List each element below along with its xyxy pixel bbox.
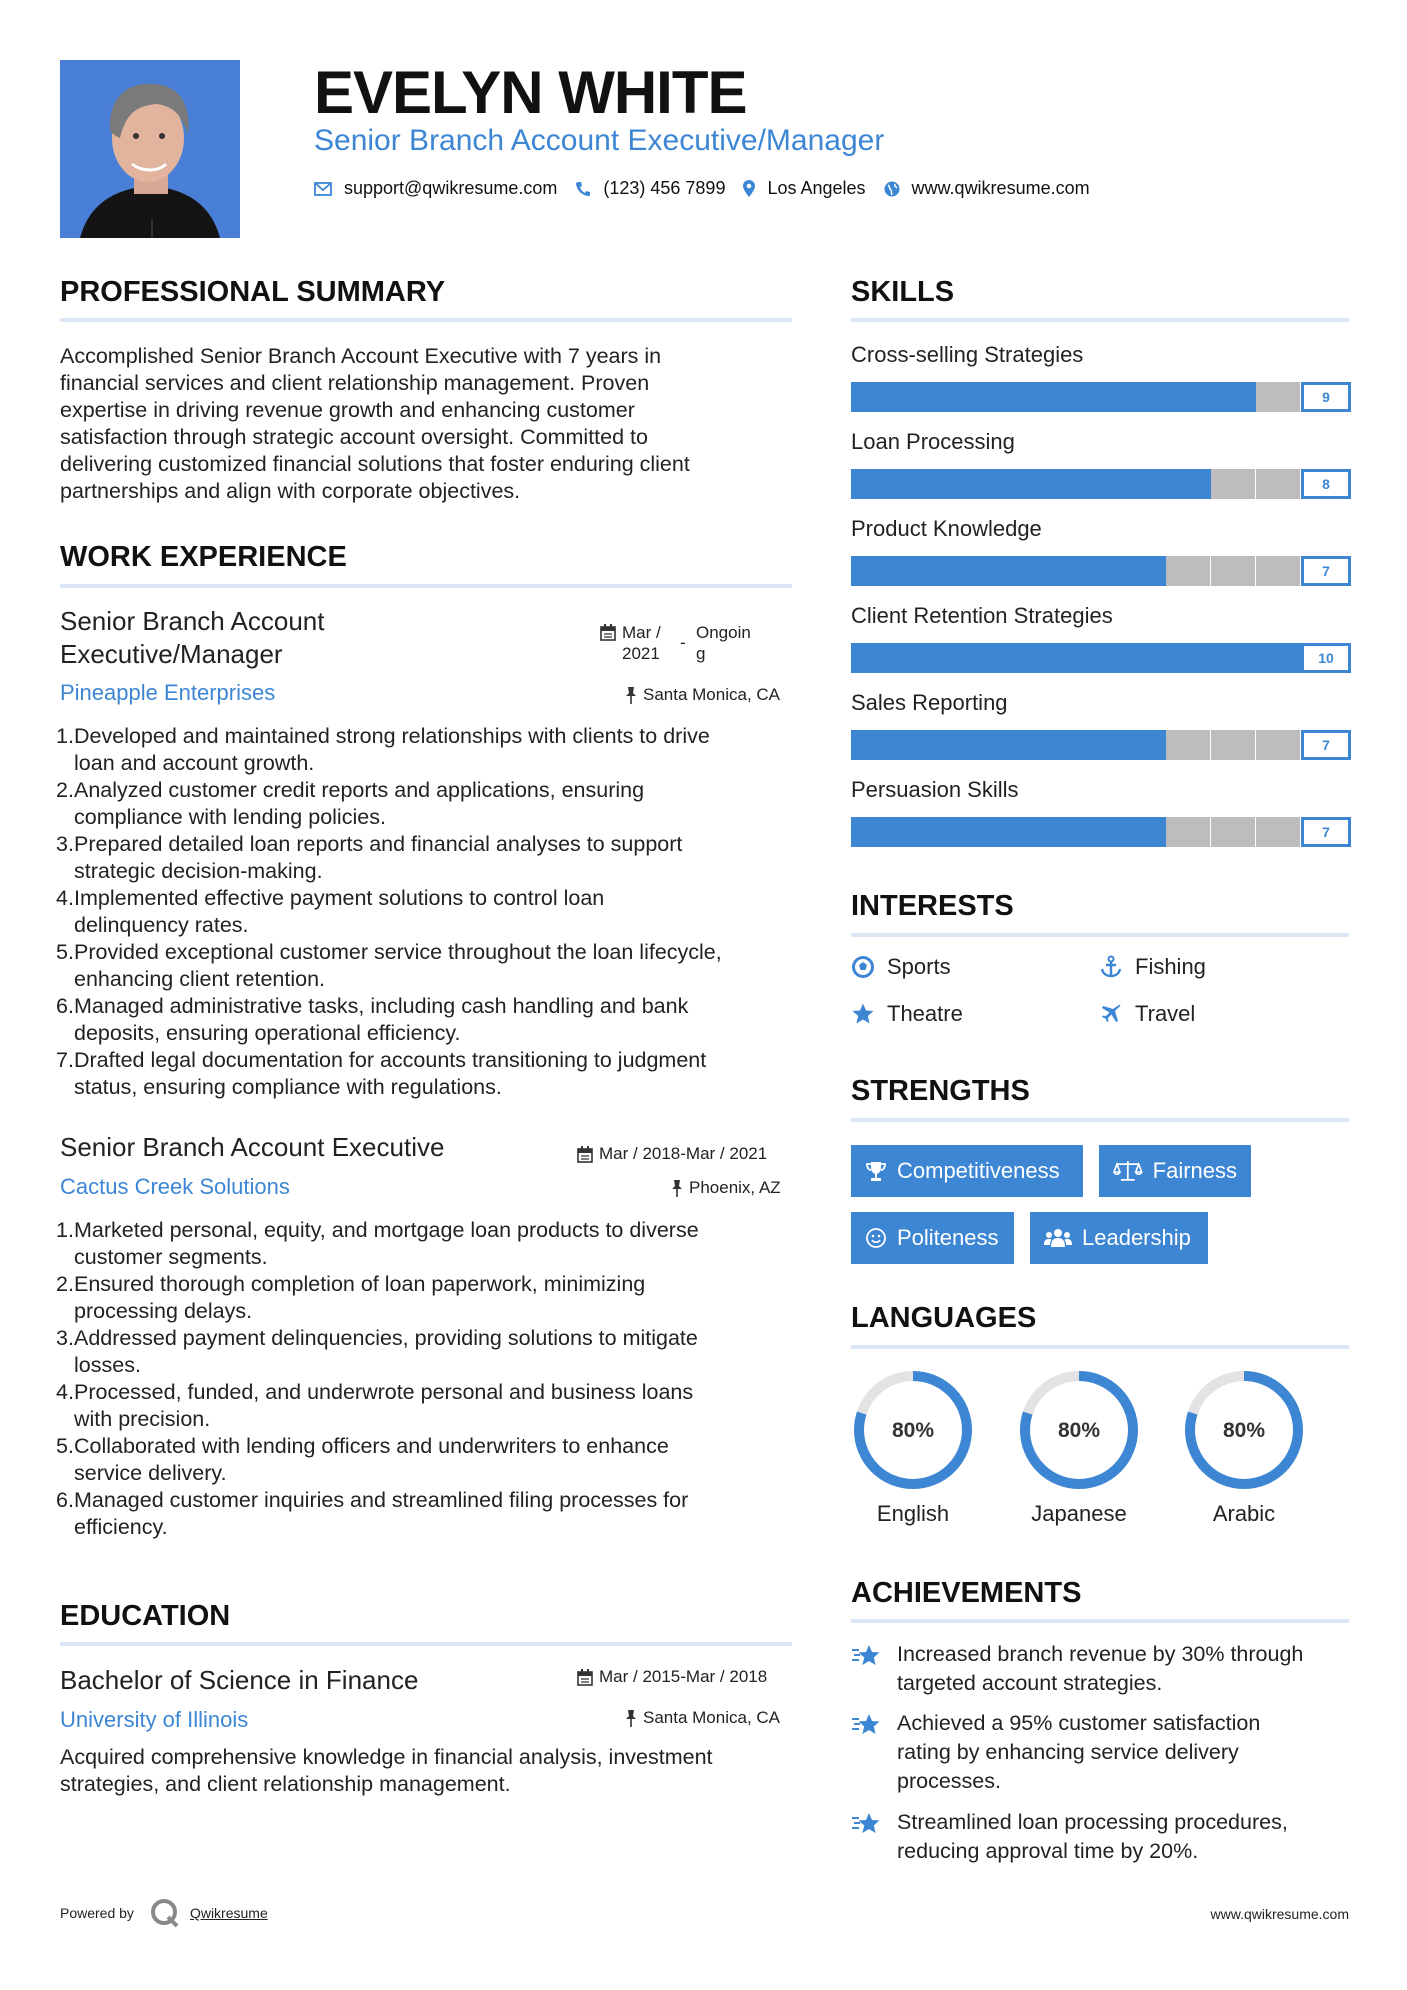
contact-bar bbox=[314, 178, 1108, 199]
summary-line: satisfaction through strategic account oversight. Committed to bbox=[60, 425, 648, 449]
summary-heading: PROFESSIONAL SUMMARY bbox=[60, 276, 446, 308]
bullet-line: status, ensuring compliance with regulations. bbox=[74, 1075, 502, 1099]
job-company: Pineapple Enterprises bbox=[60, 680, 276, 705]
skill-bar-segment bbox=[851, 382, 897, 412]
skill-bar-segment bbox=[1211, 817, 1255, 847]
skill-bar-segment bbox=[986, 817, 1032, 847]
skill-bar-segment bbox=[851, 469, 897, 499]
skill-bar-segment bbox=[986, 382, 1032, 412]
list-item: 5. Collaborated with lending officers and underwriters to enhance service delivery. bbox=[56, 1434, 669, 1485]
language-ring bbox=[1182, 1368, 1306, 1492]
skill-bar-segment bbox=[1166, 382, 1212, 412]
interest-fishing bbox=[1099, 954, 1206, 980]
users-icon bbox=[1044, 1227, 1072, 1249]
education-heading: EDUCATION bbox=[60, 1600, 231, 1632]
trophy-icon bbox=[865, 1160, 887, 1182]
calendar-icon bbox=[600, 624, 616, 641]
skill-bar-segment bbox=[1121, 382, 1167, 412]
phone-text: (123) 456 7899 bbox=[603, 178, 726, 198]
skill-name: Client Retention Strategies bbox=[851, 603, 1113, 628]
date-start-line: 2021 bbox=[622, 644, 660, 663]
language-name: Arabic bbox=[1212, 1501, 1276, 1526]
skill-bar-segment bbox=[1166, 730, 1210, 760]
education-line: strategies, and client relationship management. bbox=[60, 1772, 511, 1796]
skill-bar-segment bbox=[896, 469, 942, 499]
skills-heading: SKILLS bbox=[851, 276, 955, 308]
skill-bar-segment bbox=[941, 469, 987, 499]
brand-link[interactable]: Qwikresume bbox=[189, 1905, 268, 1921]
job-date bbox=[600, 622, 751, 664]
skill-name: Persuasion Skills bbox=[851, 777, 1019, 802]
list-item: 1. Developed and maintained strong relationships with clients to drive loan and account growth. bbox=[56, 724, 710, 775]
summary-line: expertise in driving revenue growth and enhancing customer bbox=[60, 398, 635, 422]
skill-bar-segment bbox=[1121, 556, 1167, 586]
date-end-line: g bbox=[696, 644, 706, 663]
bullet-line: Ensured thorough completion of loan paperwork, minimizing bbox=[74, 1272, 646, 1296]
achievement-line: reducing approval time by 20%. bbox=[897, 1839, 1199, 1863]
skill-bar-segment bbox=[1031, 643, 1077, 673]
school-name: University of Illinois bbox=[60, 1707, 249, 1732]
job-role: Senior Branch Account Executive bbox=[60, 1132, 445, 1162]
achievement-line: targeted account strategies. bbox=[897, 1671, 1163, 1695]
skill-bar-segment bbox=[1121, 469, 1167, 499]
candidate-name: EVELYN WHITE bbox=[314, 59, 747, 126]
skill-bar-segment bbox=[1166, 817, 1210, 847]
skill-level-badge: 9 bbox=[1301, 382, 1351, 412]
job-date-end bbox=[696, 622, 751, 664]
achievements-heading: ACHIEVEMENTS bbox=[851, 1577, 1082, 1609]
job-location-text: Santa Monica, CA bbox=[643, 685, 781, 704]
skill-bar-segment bbox=[986, 643, 1032, 673]
bullet-line: Managed administrative tasks, including cash handling and bank bbox=[74, 994, 689, 1018]
skill-bar-segment bbox=[896, 730, 942, 760]
bullet-line: deposits, ensuring operational efficiency. bbox=[74, 1021, 461, 1045]
job-role bbox=[60, 605, 325, 671]
language-ring-graphic bbox=[851, 1368, 975, 1492]
skill-bar-segment bbox=[1256, 643, 1302, 673]
job-role-line: Executive/Manager bbox=[60, 639, 283, 669]
bullet-line: strategic decision-making. bbox=[74, 859, 323, 883]
achievement-item bbox=[851, 1709, 1260, 1796]
map-marker-icon bbox=[743, 180, 755, 197]
language-ring bbox=[851, 1368, 975, 1492]
date-start-line: Mar / bbox=[622, 623, 661, 642]
interest-sports bbox=[851, 954, 951, 980]
strength-label: Fairness bbox=[1152, 1158, 1237, 1183]
list-item: 5. Provided exceptional customer service throughout the loan lifecycle, enhancing client retention. bbox=[56, 940, 722, 991]
bullet-line: Collaborated with lending officers and underwriters to enhance bbox=[74, 1434, 669, 1458]
achievement-line: Increased branch revenue by 30% through bbox=[897, 1642, 1304, 1666]
bullet-line: with precision. bbox=[74, 1407, 211, 1431]
interest-label: Theatre bbox=[887, 1001, 963, 1026]
skill-bar-segment bbox=[1076, 382, 1122, 412]
bullet-line: loan and account growth. bbox=[74, 751, 315, 775]
achievement-line: Achieved a 95% customer satisfaction bbox=[897, 1711, 1261, 1735]
soccer-ball-icon bbox=[851, 955, 875, 979]
education-location bbox=[625, 1708, 780, 1728]
skill-bar-segment bbox=[1076, 469, 1122, 499]
job-location bbox=[625, 685, 780, 705]
bullet-line: Implemented effective payment solutions to control loan bbox=[74, 886, 605, 910]
skill-level-badge: 7 bbox=[1301, 556, 1351, 586]
skill-bar-segment bbox=[1211, 382, 1257, 412]
strengths-divider bbox=[851, 1118, 1349, 1122]
star-badge-icon bbox=[851, 1810, 885, 1838]
bullet-line: efficiency. bbox=[74, 1515, 168, 1539]
skill-bar-segment bbox=[1121, 643, 1167, 673]
languages-heading: LANGUAGES bbox=[851, 1302, 1037, 1334]
qwikresume-logo-icon bbox=[150, 1898, 180, 1928]
date-end-line: Ongoin bbox=[696, 623, 751, 642]
skill-bar-segment bbox=[1256, 469, 1300, 499]
language-percent: 80% bbox=[1057, 1419, 1101, 1442]
achievement-line: rating by enhancing service delivery bbox=[897, 1740, 1239, 1764]
strength-politeness bbox=[851, 1212, 1014, 1264]
skill-bar-segment bbox=[1121, 817, 1167, 847]
interest-label: Fishing bbox=[1135, 954, 1206, 979]
skill-bar-segment bbox=[851, 817, 897, 847]
skill-bar-segment bbox=[851, 730, 897, 760]
calendar-icon bbox=[577, 1669, 593, 1686]
smile-icon bbox=[865, 1227, 887, 1249]
bullet-line: service delivery. bbox=[74, 1461, 227, 1485]
skill-bar-segment bbox=[1256, 730, 1300, 760]
pin-icon bbox=[625, 687, 637, 704]
skill-bar-segment bbox=[851, 643, 897, 673]
contact-phone[interactable] bbox=[575, 178, 725, 199]
date-separator: - bbox=[680, 633, 686, 652]
job-location-text: Phoenix, AZ bbox=[689, 1178, 781, 1197]
email-text: support@qwikresume.com bbox=[344, 178, 558, 198]
skill-bar-segment bbox=[896, 556, 942, 586]
job-date-start bbox=[622, 622, 680, 664]
summary-line: financial services and client relationship management. Proven bbox=[60, 371, 650, 395]
list-item: 4. Implemented effective payment solutions to control loan delinquency rates. bbox=[56, 886, 605, 937]
bullet-line: compliance with lending policies. bbox=[74, 805, 386, 829]
summary-line: delivering customized financial solutions that foster enduring client bbox=[60, 452, 690, 476]
powered-by-text: Powered by bbox=[60, 1905, 134, 1921]
skill-bar-segment bbox=[986, 469, 1032, 499]
strength-label: Leadership bbox=[1082, 1225, 1191, 1250]
skill-bar-segment bbox=[1031, 382, 1077, 412]
star-badge-icon bbox=[851, 1711, 885, 1739]
list-item: 6. Managed administrative tasks, including cash handling and bank deposits, ensuring operational efficiency. bbox=[56, 994, 689, 1045]
strength-label: Competitiveness bbox=[897, 1158, 1060, 1183]
contact-website[interactable] bbox=[884, 178, 1090, 199]
bullet-line: Prepared detailed loan reports and financial analyses to support bbox=[74, 832, 683, 856]
contact-location bbox=[743, 178, 865, 199]
skill-name: Sales Reporting bbox=[851, 690, 1008, 715]
skill-bar-segment bbox=[851, 556, 897, 586]
language-percent: 80% bbox=[1222, 1419, 1266, 1442]
job-date bbox=[577, 1144, 767, 1164]
bullet-line: enhancing client retention. bbox=[74, 967, 326, 991]
plane-icon bbox=[1099, 1002, 1123, 1026]
bullet-line: Processed, funded, and underwrote personal and business loans bbox=[74, 1380, 694, 1404]
envelope-icon bbox=[314, 182, 332, 196]
education-location-text: Santa Monica, CA bbox=[643, 1708, 781, 1727]
star-badge-icon bbox=[851, 1642, 885, 1670]
skill-bar-segment bbox=[941, 817, 987, 847]
job-bullets bbox=[56, 723, 796, 1101]
language-ring-graphic bbox=[1017, 1368, 1141, 1492]
language-name: Japanese bbox=[1031, 1501, 1127, 1526]
bullet-line: customer segments. bbox=[74, 1245, 268, 1269]
education-date-text: Mar / 2015-Mar / 2018 bbox=[599, 1667, 768, 1686]
interests-heading: INTERESTS bbox=[851, 890, 1014, 922]
interest-travel bbox=[1099, 1001, 1195, 1027]
skill-bar-segment bbox=[1256, 556, 1300, 586]
language-ring bbox=[1017, 1368, 1141, 1492]
skill-bar-segment bbox=[1166, 643, 1212, 673]
job-bullets bbox=[56, 1217, 796, 1541]
skill-level-badge: 8 bbox=[1301, 469, 1351, 499]
skill-bar-segment bbox=[1211, 643, 1257, 673]
skill-level-badge: 10 bbox=[1301, 643, 1351, 673]
list-item: 3. Prepared detailed loan reports and financial analyses to support strategic decision-making. bbox=[56, 832, 683, 883]
job-date-text: Mar / 2018-Mar / 2021 bbox=[599, 1144, 768, 1163]
skill-name: Product Knowledge bbox=[851, 516, 1042, 541]
skill-bar-segment bbox=[1076, 643, 1122, 673]
skill-level-badge: 7 bbox=[1301, 730, 1351, 760]
bullet-line: processing delays. bbox=[74, 1299, 253, 1323]
bullet-line: Provided exceptional customer service throughout the loan lifecycle, bbox=[74, 940, 722, 964]
work-divider bbox=[60, 584, 792, 588]
website-text: www.qwikresume.com bbox=[911, 178, 1090, 198]
achievement-item bbox=[851, 1808, 1288, 1866]
skill-bar-segment bbox=[1076, 556, 1122, 586]
skill-bar-segment bbox=[896, 817, 942, 847]
achievement-line: processes. bbox=[897, 1769, 1001, 1793]
phone-icon bbox=[575, 181, 591, 197]
list-item: 6. Managed customer inquiries and streamlined filing processes for efficiency. bbox=[56, 1488, 689, 1539]
skill-bar-segment bbox=[896, 643, 942, 673]
calendar-icon bbox=[577, 1146, 593, 1163]
candidate-title: Senior Branch Account Executive/Manager bbox=[314, 124, 885, 157]
skill-bar bbox=[851, 556, 1351, 586]
pin-icon bbox=[671, 1180, 683, 1197]
interests-divider bbox=[851, 933, 1349, 937]
language-percent: 80% bbox=[891, 1419, 935, 1442]
strength-competitiveness bbox=[851, 1145, 1083, 1197]
bullet-line: losses. bbox=[74, 1353, 141, 1377]
job-role-line: Senior Branch Account bbox=[60, 606, 325, 636]
list-item: 3. Addressed payment delinquencies, providing solutions to mitigate losses. bbox=[56, 1326, 698, 1377]
bullet-line: Addressed payment delinquencies, providing solutions to mitigate bbox=[74, 1326, 698, 1350]
skill-bar-segment bbox=[1031, 817, 1077, 847]
work-heading: WORK EXPERIENCE bbox=[60, 541, 347, 573]
bullet-line: Marketed personal, equity, and mortgage loan products to diverse bbox=[74, 1218, 699, 1242]
skill-bar-segment bbox=[1076, 817, 1122, 847]
bullet-line: Developed and maintained strong relationships with clients to drive bbox=[74, 724, 710, 748]
job-company: Cactus Creek Solutions bbox=[60, 1174, 290, 1199]
star-icon bbox=[851, 1002, 875, 1026]
skill-bar bbox=[851, 817, 1351, 847]
languages-divider bbox=[851, 1345, 1349, 1349]
skill-bar-segment bbox=[1031, 469, 1077, 499]
skills-divider bbox=[851, 318, 1349, 322]
strength-leadership bbox=[1030, 1212, 1208, 1264]
list-item: 7. Drafted legal documentation for accounts transitioning to judgment status, ensuring compliance with regulations. bbox=[56, 1048, 707, 1099]
education-divider bbox=[60, 1642, 792, 1646]
scale-icon bbox=[1113, 1160, 1143, 1182]
interest-theatre bbox=[851, 1001, 963, 1027]
skill-bar-segment bbox=[896, 382, 942, 412]
skill-bar-segment bbox=[1166, 556, 1210, 586]
skill-name: Cross-selling Strategies bbox=[851, 342, 1084, 367]
contact-email[interactable] bbox=[314, 178, 557, 199]
language-name: English bbox=[876, 1501, 950, 1526]
bullet-line: Analyzed customer credit reports and applications, ensuring bbox=[74, 778, 645, 802]
skill-bar-segment bbox=[986, 556, 1032, 586]
skill-bar-segment bbox=[1211, 730, 1255, 760]
skill-bar-segment bbox=[1211, 556, 1255, 586]
skill-bar bbox=[851, 730, 1351, 760]
skill-bar-segment bbox=[941, 730, 987, 760]
bullet-line: Drafted legal documentation for accounts transitioning to judgment bbox=[74, 1048, 707, 1072]
profile-photo bbox=[60, 60, 240, 238]
language-ring-graphic bbox=[1182, 1368, 1306, 1492]
achievement-item bbox=[851, 1640, 1303, 1698]
list-item: 2. Analyzed customer credit reports and applications, ensuring compliance with lending policies. bbox=[56, 778, 645, 829]
education-description bbox=[60, 1744, 713, 1798]
summary-line: Accomplished Senior Branch Account Executive with 7 years in bbox=[60, 344, 662, 368]
anchor-icon bbox=[1099, 955, 1123, 979]
skill-bar-segment bbox=[1076, 730, 1122, 760]
list-item: 1. Marketed personal, equity, and mortgage loan products to diverse customer segments. bbox=[56, 1218, 699, 1269]
interest-label: Sports bbox=[887, 954, 951, 979]
strength-fairness bbox=[1099, 1145, 1251, 1197]
achievements-divider bbox=[851, 1619, 1349, 1623]
skill-level-badge: 7 bbox=[1301, 817, 1351, 847]
skill-bar-segment bbox=[1256, 817, 1300, 847]
skill-bar bbox=[851, 382, 1351, 412]
skill-bar-segment bbox=[941, 556, 987, 586]
footer-website[interactable]: www.qwikresume.com bbox=[1210, 1906, 1349, 1922]
bullet-line: delinquency rates. bbox=[74, 913, 249, 937]
globe-icon bbox=[884, 181, 900, 197]
strengths-heading: STRENGTHS bbox=[851, 1075, 1030, 1107]
footer-powered-by bbox=[60, 1898, 268, 1928]
education-line: Acquired comprehensive knowledge in financial analysis, investment bbox=[60, 1745, 713, 1769]
summary-divider bbox=[60, 318, 792, 322]
education-date bbox=[577, 1667, 767, 1687]
strength-label: Politeness bbox=[897, 1225, 999, 1250]
skill-name: Loan Processing bbox=[851, 429, 1015, 454]
skill-bar-segment bbox=[1211, 469, 1255, 499]
skill-bar-segment bbox=[941, 382, 987, 412]
interest-label: Travel bbox=[1135, 1001, 1196, 1026]
list-item: 4. Processed, funded, and underwrote personal and business loans with precision. bbox=[56, 1380, 694, 1431]
skill-bar bbox=[851, 643, 1351, 673]
skill-bar-segment bbox=[1256, 382, 1300, 412]
list-item: 2. Ensured thorough completion of loan paperwork, minimizing processing delays. bbox=[56, 1272, 646, 1323]
skill-bar-segment bbox=[986, 730, 1032, 760]
skill-bar bbox=[851, 469, 1351, 499]
degree-title: Bachelor of Science in Finance bbox=[60, 1665, 419, 1695]
pin-icon bbox=[625, 1710, 637, 1727]
summary-line: partnerships and align with corporate objectives. bbox=[60, 479, 521, 503]
skill-bar-segment bbox=[1166, 469, 1212, 499]
skill-bar-segment bbox=[941, 643, 987, 673]
job-location bbox=[671, 1178, 781, 1198]
location-text: Los Angeles bbox=[767, 178, 866, 198]
bullet-line: Managed customer inquiries and streamlined filing processes for bbox=[74, 1488, 689, 1512]
skill-bar-segment bbox=[1031, 730, 1077, 760]
summary-text bbox=[60, 343, 690, 505]
skill-bar-segment bbox=[1121, 730, 1167, 760]
achievement-line: Streamlined loan processing procedures, bbox=[897, 1810, 1288, 1834]
skill-bar-segment bbox=[1031, 556, 1077, 586]
